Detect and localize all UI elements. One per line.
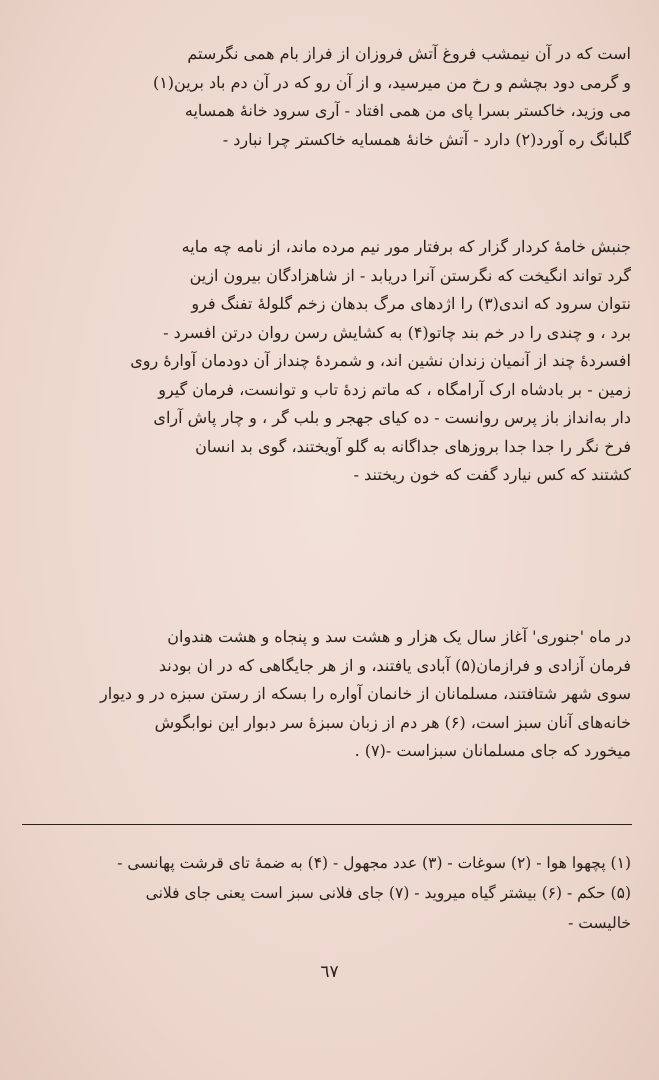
- text-line: گلبانگ ره آورد(۲) دارد - آتش خانهٔ همسایه خاکستر چرا نبارد -: [222, 129, 631, 149]
- text-line: زمین - بر بادشاه ارک آرامگاه ، که ماتم زدهٔ تاب و توانست، فرمان گیرو: [158, 379, 631, 399]
- text-line: خانه‌های آنان سبز است، (۶) هر دم از زبان سبزهٔ سر دبوار این نوابگوش: [154, 712, 631, 732]
- page-number: ٦٧: [320, 962, 339, 982]
- text-line: فرمان آزادی و فرازمان(۵) آبادی یافتند، و از هر جایگاهی که در ان بودند: [158, 655, 631, 675]
- text-line: دار به‌انداز باز پرس روانست - ده کیای جهجر و بلب گر ، و چار پاش آرای: [153, 408, 631, 427]
- text-line: برد ، و چندی را در خم بند چاتو(۴) به کشایش رسن روان درتن افسرد -: [163, 322, 631, 342]
- text-line: کشتند که کس نیارد گفت که خون ریختند -: [353, 465, 631, 484]
- footnote-line: (۱) پچهوا هوا - (۲) سوغات - (۳) عدد مجهول - (۴) به ضمهٔ تای قرشت پهانسی -: [117, 854, 631, 872]
- paragraph-3: [22, 623, 631, 766]
- footnotes: [22, 848, 631, 938]
- text-line: در ماه 'جنوری' آغاز سال یک هزار و هشت سد و پنجاه و هشت هندوان: [167, 627, 631, 646]
- text-line: گرد تواند انگیخت که نگرستن آنرا دریابد - از شاهزادگان بیرون ازین: [189, 265, 631, 285]
- text-line: سوی شهر شتافتند، مسلمانان از خانمان آواره را بسکه از رستن سبزه در و دیوار: [100, 684, 631, 703]
- text-line: است که در آن نیمشب فروغ آتش فروزان از فراز بام همی نگرستم: [187, 44, 631, 63]
- text-line: نتوان سرود که اندی(۳) را اژدهای مرگ بدهان زخم گلولهٔ تفنگ فرو: [191, 294, 631, 313]
- footnote-line: خالیست -: [568, 914, 631, 932]
- text-line: افسردهٔ چند از آنمیان زندان نشین اند، و شمردهٔ چنداز آن دودمان آوارهٔ روی: [130, 351, 631, 370]
- paragraph-2: [22, 233, 631, 490]
- text-line: و گرمی دود بچشم و رخ من میرسید، و از آن رو که در آن دم باد برین(۱): [152, 72, 631, 92]
- text-line: فرخ نگر را جدا جدا بروزهای جداگانه به گلو آویختند، گوی بد انسان: [195, 436, 631, 456]
- text-line: می وزید، خاکستر بسرا پای من همی افتاد - آری سرود خانهٔ همسایه: [184, 101, 631, 120]
- text-line: جنبش خامهٔ کردار گزار که برفتار مور نیم مرده ماند، از نامه چه مایه: [181, 237, 631, 256]
- footnote-line: (۵) حکم - (۶) بیشتر گیاه میروید - (۷) جای فلانی سبز است یعنی جای فلانی: [145, 884, 631, 902]
- paragraph-1: [22, 40, 631, 154]
- footnote-divider: [22, 824, 632, 825]
- text-line: میخورد که جای مسلمانان سبزاست -(۷) .: [354, 741, 631, 760]
